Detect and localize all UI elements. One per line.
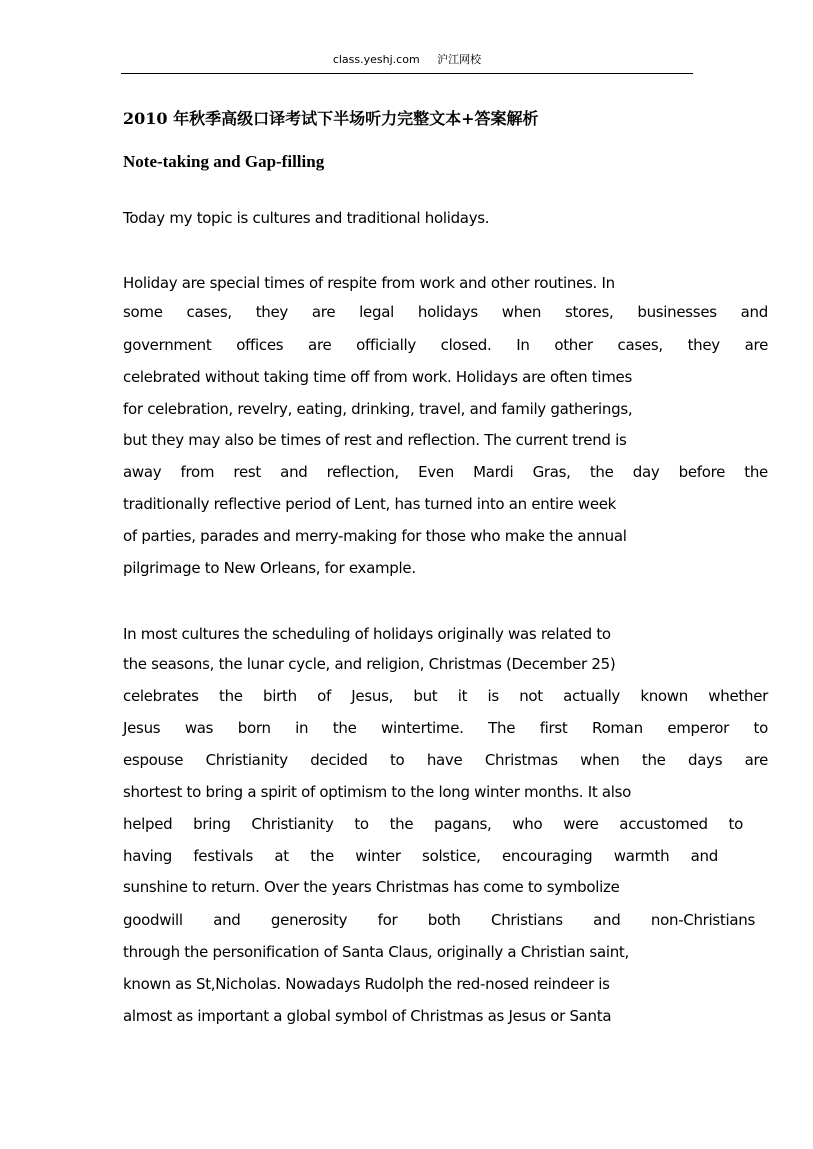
text-line: through the personification of Santa Claus, originally a Christian saint, (123, 943, 629, 961)
text-line: away from rest and reflection, Even Mardi Gras, the day before the (123, 463, 768, 481)
text-line: shortest to bring a spirit of optimism to the long winter months. It also (123, 783, 632, 801)
text-line: espouse Christianity decided to have Christmas when the days are (123, 751, 768, 769)
text-line: In most cultures the scheduling of holidays originally was related to (123, 625, 611, 643)
text-line: traditionally reflective period of Lent, has turned into an entire week (123, 495, 617, 513)
text-line: goodwill and generosity for both Christians and non-Christians (123, 911, 755, 929)
text-line: some cases, they are legal holidays when stores, businesses and (123, 303, 768, 321)
text-line: almost as important a global symbol of Christmas as Jesus or Santa (123, 1007, 612, 1025)
header-brand: 沪江网校 (437, 53, 482, 66)
text-line: the seasons, the lunar cycle, and religion, Christmas (December 25) (123, 655, 616, 673)
text-line: having festivals at the winter solstice, encouraging warmth and (123, 847, 718, 865)
header-divider (121, 73, 693, 74)
text-line: known as St,Nicholas. Nowadays Rudolph the red-nosed reindeer is (123, 975, 610, 993)
text-line: Jesus was born in the wintertime. The first Roman emperor to (123, 719, 768, 737)
text-line: but they may also be times of rest and reflection. The current trend is (123, 431, 627, 449)
document-title: 2010 年秋季高级口译考试下半场听力完整文本+答案解析 (123, 109, 539, 128)
header-site-url: class.yeshj.com (332, 53, 420, 66)
text-line: helped bring Christianity to the pagans, who were accustomed to (123, 815, 743, 833)
text-line: Holiday are special times of respite from work and other routines. In (123, 274, 615, 292)
text-line: of parties, parades and merry-making for those who make the annual (123, 527, 627, 545)
text-line: celebrates the birth of Jesus, but it is not actually known whether (123, 687, 768, 705)
text-line: pilgrimage to New Orleans, for example. (123, 559, 416, 577)
section-title: Note-taking and Gap-filling (123, 152, 325, 171)
text-line: Today my topic is cultures and traditional holidays. (123, 209, 490, 227)
text-line: for celebration, revelry, eating, drinking, travel, and family gatherings, (123, 400, 633, 418)
text-line: sunshine to return. Over the years Christmas has come to symbolize (123, 878, 620, 896)
text-line: celebrated without taking time off from work. Holidays are often times (123, 368, 632, 386)
text-line: government offices are officially closed. In other cases, they are (123, 336, 768, 354)
page-header (121, 52, 693, 68)
